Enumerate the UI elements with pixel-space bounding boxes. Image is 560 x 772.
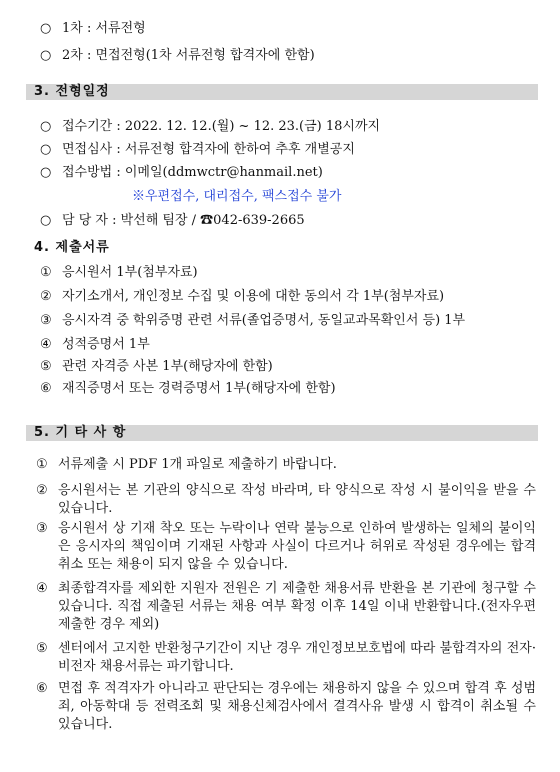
schedule-item bbox=[40, 164, 323, 182]
item-number: ③ bbox=[40, 313, 52, 328]
schedule-item-text: 면접심사 : 서류전형 합격자에 한하여 추후 개별공지 bbox=[62, 142, 355, 157]
item-number: ④ bbox=[40, 337, 52, 352]
item-number: ⑤ bbox=[36, 641, 48, 656]
document-item bbox=[40, 288, 444, 306]
item-number: ④ bbox=[36, 581, 48, 596]
item-number: ③ bbox=[36, 521, 48, 536]
item-number: ② bbox=[36, 483, 48, 498]
schedule-item-text: 접수기간 : 2022. 12. 12.(월) ~ 12. 23.(금) 18시까지 bbox=[62, 119, 381, 134]
notice-item bbox=[36, 520, 536, 574]
schedule-item-text: 접수방법 : 이메일(ddmwctr@hanmail.net) bbox=[62, 165, 323, 180]
circle-bullet-icon: ○ bbox=[40, 21, 52, 36]
item-number: ① bbox=[40, 265, 52, 280]
contact-info-text: 담 당 자 : 박선해 팀장 / ☎042-639-2665 bbox=[62, 213, 305, 228]
document-item-text: 자기소개서, 개인정보 수집 및 이용에 대한 동의서 각 1부(첨부자료) bbox=[62, 289, 445, 304]
document-item bbox=[40, 312, 465, 330]
document-item-text: 재직증명서 또는 경력증명서 1부(해당자에 한함) bbox=[62, 381, 336, 396]
section-4-title: 4. 제출서류 bbox=[34, 240, 110, 255]
notice-item-text: 면접 후 적격자가 아니라고 판단되는 경우에는 채용하지 않을 수 있으며 합격 후 성범죄, 아동학대 등 전력조회 및 채용신체검사에서 결격사유 발생 시 합격이 취소될 수 있습니다. bbox=[58, 681, 536, 732]
section-3-title: 3. 전형일정 bbox=[34, 84, 110, 99]
contact-info bbox=[40, 212, 305, 230]
notice-item bbox=[36, 456, 536, 474]
item-number: ⑥ bbox=[36, 681, 48, 696]
item-number: ② bbox=[40, 289, 52, 304]
section-5-title: 5. 기 타 사 항 bbox=[34, 425, 127, 440]
document-item-text: 성적증명서 1부 bbox=[62, 337, 150, 352]
notice-item-text: 센터에서 고지한 반환청구기간이 지난 경우 개인정보보호법에 따라 불합격자의 전자·비전자 채용서류는 파기합니다. bbox=[58, 641, 536, 674]
selection-step-1 bbox=[40, 20, 146, 38]
circle-bullet-icon: ○ bbox=[40, 119, 52, 134]
submission-warning: ※우편접수, 대리접수, 팩스접수 불가 bbox=[132, 189, 342, 204]
document-item bbox=[40, 264, 198, 282]
circle-bullet-icon: ○ bbox=[40, 142, 52, 157]
document-item-text: 관련 자격증 사본 1부(해당자에 한함) bbox=[62, 359, 273, 374]
document-item bbox=[40, 336, 150, 354]
document-item bbox=[40, 358, 273, 376]
item-number: ⑤ bbox=[40, 359, 52, 374]
document-item-text: 응시원서 1부(첨부자료) bbox=[62, 265, 198, 280]
item-number: ⑥ bbox=[40, 381, 52, 396]
document-item-text: 응시자격 중 학위증명 관련 서류(졸업증명서, 동일교과목확인서 등) 1부 bbox=[62, 313, 466, 328]
notice-item bbox=[36, 580, 536, 634]
item-number: ① bbox=[36, 457, 48, 472]
selection-step-1-text: 1차 : 서류전형 bbox=[62, 21, 146, 36]
document-item bbox=[40, 380, 336, 398]
notice-item-text: 응시원서는 본 기관의 양식으로 작성 바라며, 타 양식으로 작성 시 불이익을 받을 수 있습니다. bbox=[58, 483, 536, 516]
schedule-item bbox=[40, 118, 380, 136]
notice-item bbox=[36, 640, 536, 676]
schedule-item bbox=[40, 141, 355, 159]
notice-item bbox=[36, 482, 536, 518]
notice-item bbox=[36, 680, 536, 734]
selection-step-2 bbox=[40, 47, 315, 65]
notice-item-text: 최종합격자를 제외한 지원자 전원은 기 제출한 채용서류 반환을 본 기관에 청구할 수 있습니다. 직접 제출된 서류는 채용 여부 확정 이후 14일 이내 반환합니다.(전자우편 제출한 경우 제외) bbox=[58, 581, 536, 632]
selection-step-2-text: 2차 : 면접전형(1차 서류전형 합격자에 한함) bbox=[62, 48, 315, 63]
notice-item-text: 응시원서 상 기재 착오 또는 누락이나 연락 불능으로 인하여 발생하는 일체의 불이익은 응시자의 책임이며 기재된 사항과 사실이 다르거나 허위로 작성된 경우에는 합격취소 또는 채용이 되지 않을 수 있습니다. bbox=[58, 521, 536, 572]
notice-item-text: 서류제출 시 PDF 1개 파일로 제출하기 바랍니다. bbox=[58, 457, 337, 472]
circle-bullet-icon: ○ bbox=[40, 213, 52, 228]
circle-bullet-icon: ○ bbox=[40, 48, 52, 63]
circle-bullet-icon: ○ bbox=[40, 165, 52, 180]
